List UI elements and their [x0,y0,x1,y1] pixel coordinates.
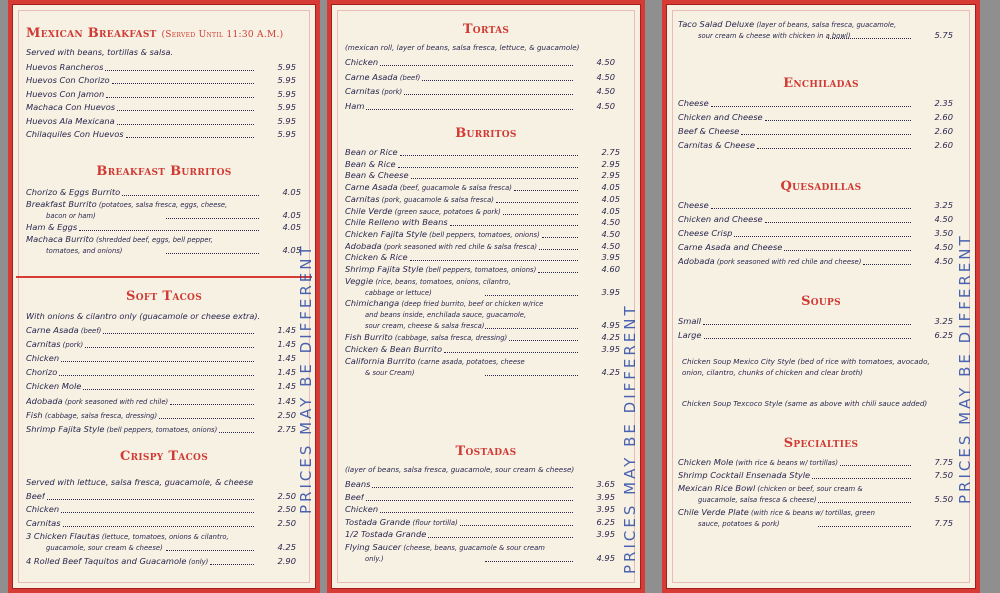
section-divider [16,276,312,278]
dot-leader [818,526,911,527]
section-title-burritos: Burritos [455,126,517,141]
menu-item-name: Beef & Cheese [678,126,740,136]
menu-panel-left [8,0,320,593]
menu-item-detail: (cheese, beans, guacamole & sour cream [401,543,545,552]
menu-item [345,516,615,529]
menu-item [345,146,620,158]
menu-item-price: 3.95 [596,504,615,514]
menu-item-name: Chicken and Cheese [678,214,763,224]
menu-item [26,530,296,543]
menu-item-detail-text: guacamole, salsa fresca & cheese) [698,496,817,504]
menu-item-name: Chicken & Bean Burrito [345,343,443,354]
menu-item-price: 5.95 [277,88,296,99]
menu-item-detail: (pork) [379,88,403,96]
menu-item-price: 5.95 [277,102,296,113]
menu-item-price: 4.05 [282,222,301,232]
menu-item-name: Tostada Grande [345,516,411,527]
menu-item [26,88,296,100]
menu-item [678,469,953,481]
menu-item-detail: (only) [186,557,209,566]
menu-item-name: Chicken [345,57,379,67]
menu-item-detail: (beef) [397,73,421,82]
section-title-crispy-tacos: Crispy Tacos [119,449,208,464]
section-title-specialties: Specialties [783,436,859,451]
menu-item-name: Carnitas [26,517,61,528]
menu-item [26,423,296,436]
menu-item [26,128,296,140]
menu-item-name: Chimichanga [345,298,400,309]
menu-item-price: 4.50 [596,71,615,82]
menu-item-name: Bean or Rice [345,147,398,157]
menu-item [345,503,615,515]
menu-item-price: 2.95 [601,170,620,181]
menu-item [345,541,615,554]
menu-item [678,255,953,268]
dot-leader [485,375,578,376]
menu-item [26,490,296,502]
menu-item [26,61,296,73]
menu-item-name: 3 Chicken Flautas [26,531,100,542]
menu-item [345,251,620,263]
menu-item [678,97,953,109]
menu-item-detail: (with rice & beans w/ tortillas) [733,459,838,467]
menu-item-detail: (bell peppers, tomatoes, onions) [427,230,540,239]
menu-item-price: 5.75 [934,30,953,40]
crispy-tacos-note: Served with lettuce, salsa fresca, guacamole, & cheese [26,477,254,487]
menu-item-price: 3.65 [596,479,615,489]
menu-item-name: Chorizo & Eggs Burrito [26,187,121,197]
menu-item [26,115,296,127]
menu-item [678,329,953,341]
menu-item-detail-text: tomatoes, and onions) [46,247,123,255]
menu-item-detail-text: cabbage or lettuce) [365,288,432,297]
menu-item-price: 3.25 [934,316,953,326]
menu-item-name: Chicken Fajita Style [345,228,428,239]
menu-item-name: 4 Rolled Beef Taquitos and Guacamole [26,555,187,566]
menu-item [345,56,615,68]
menu-item-name: Chicken Mole [678,457,734,467]
menu-item-price: 4.60 [601,264,620,274]
menu-item-price: 3.25 [934,200,953,210]
menu-item [26,366,296,378]
section-title-quesadillas: Quesadillas [780,179,862,194]
menu-item-name: Carne Asada [345,71,398,82]
menu-item-name: Huevos Con Chorizo [26,75,110,86]
menu-item [678,111,953,123]
menu-item-name: Huevos Con Jamon [26,88,105,99]
menu-item-name: Chicken [345,504,379,514]
menu-item-price: 4.05 [601,182,620,193]
menu-item-detail-text: sour cream, cheese & salsa fresca) [365,322,485,331]
menu-item [678,241,953,253]
menu-item-name: Adobada [345,240,382,251]
menu-item-name: Shrimp Fajita Style [345,264,424,274]
menu-item [26,352,296,364]
menu-item-detail: (lettuce, tomatoes, onions & cilantro, [99,533,229,542]
menu-item-price: 4.50 [601,228,620,239]
menu-item-name: Breakfast Burrito [26,199,97,209]
menu-item-price: 4.50 [596,100,615,111]
dot-leader [828,38,911,39]
menu-item-name: Carnitas [345,86,380,96]
menu-item-detail: (potatoes, salsa fresca, eggs, cheese, [96,201,228,209]
menu-item-price: 5.95 [277,62,296,72]
menu-item-detail-text: and beans inside, enchilada sauce, guacamole, [365,311,527,320]
handwritten-price-note: PRICES MAY BE DIFFERENT [621,303,639,574]
menu-item-name: Carnitas & Cheese [678,140,755,150]
menu-item-price: 6.25 [934,330,953,340]
menu-item-price: 2.60 [934,126,953,136]
section-title-enchiladas: Enchiladas [783,76,859,91]
menu-item-price: 7.50 [934,470,953,480]
menu-item-price: 1.45 [277,395,296,406]
menu-item-detail: (cabbage, salsa fresca, dressing) [392,334,508,343]
menu-item-price: 7.75 [934,457,953,467]
menu-item-detail-text: only.) [365,554,384,563]
menu-item-price: 4.50 [934,242,953,252]
menu-item [345,355,620,368]
menu-item-price: 6.25 [596,516,615,527]
menu-item-price: 3.95 [601,252,620,263]
section-title-tortas: Tortas [462,22,510,37]
menu-item-detail: (bell peppers, tomatoes, onions) [104,425,218,434]
menu-item [678,456,953,469]
menu-item-name: California Burrito [345,355,416,366]
menu-item [26,555,296,568]
menu-item-price: 5.95 [277,129,296,139]
menu-item [345,528,615,540]
menu-item-name: Fish [26,409,43,420]
menu-item [345,275,620,288]
menu-item-detail: (pork) [60,341,84,350]
menu-item-price: 1.45 [277,339,296,350]
menu-item-price: 4.95 [601,320,620,331]
menu-item-name: Beef [345,491,364,502]
menu-item [26,380,296,392]
menu-item-price: 4.05 [282,245,301,255]
menu-panel-middle [327,0,645,593]
section-title-mexican-breakfast: Mexican Breakfast (Served Until 11:30 A.M.) [26,26,284,41]
menu-panel-right [662,0,980,593]
menu-item-name: Flying Saucer [345,541,402,552]
menu-item-name: Chilaquiles Con Huevos [26,129,124,139]
menu-item [26,221,301,233]
menu-item-detail: (green sauce, potatoes & pork) [392,207,501,216]
menu-item [678,18,953,31]
menu-item [678,315,953,327]
menu-item-price: 1.45 [277,367,296,378]
menu-item [26,517,296,529]
menu-item [26,101,296,113]
menu-item [26,338,296,351]
menu-item-price: 3.95 [596,491,615,502]
menu-item-detail: (pork seasoned with red chile & salsa fresca) [381,242,538,251]
menu-item [678,139,953,151]
menu-item-name: Machaca Burrito [26,234,94,244]
dot-leader [485,561,573,562]
menu-item-price: 2.60 [934,140,953,150]
menu-item-price: 4.50 [934,256,953,266]
menu-item-price: 5.50 [934,494,953,504]
menu-item-price: 2.50 [277,491,296,501]
soft-tacos-note: With onions & cilantro only (guacamole or cheese extra). [26,311,261,321]
dot-leader [166,218,259,219]
menu-item-price: 2.50 [277,504,296,515]
menu-item-name: 1/2 Tostada Grande [345,529,427,539]
menu-item-price: 4.05 [601,193,620,204]
menu-item-name: Veggie [345,275,374,286]
menu-item-price: 3.50 [934,228,953,238]
menu-item-detail-text: guacamole, sour cream & cheese) [46,544,163,553]
dot-leader [166,253,259,254]
menu-item [345,169,620,181]
dot-leader [485,295,578,296]
menu-item [678,227,953,239]
menu-item-name: Cheese [678,98,709,108]
menu-item-name: Large [678,330,702,340]
menu-item-price: 4.50 [601,217,620,228]
menu-item [345,297,620,310]
menu-item [345,491,615,503]
menu-item [26,198,301,211]
menu-item-detail: (pork, guacamole & salsa fresca) [379,195,494,204]
menu-item-name: Ham [345,100,365,111]
menu-item [678,482,953,495]
menu-item-detail: (layer of beans, salsa fresca, guacamole, [754,21,897,29]
menu-item-detail: (carne asada, potatoes, cheese [415,357,525,366]
menu-item [345,100,615,112]
soup-note-mexico-city: Chicken Soup Mexico City Style (bed of rice with tomatoes, avocado, onion, cilantro, chunks of chicken and clear broth) [682,357,930,377]
menu-item-price: 4.50 [934,214,953,224]
menu-item-price: 2.90 [277,555,296,566]
menu-item [26,186,301,198]
menu-item-price: 5.95 [277,75,296,86]
menu-item [345,158,620,170]
menu-item-price: 2.60 [934,112,953,122]
menu-item [345,478,615,490]
soup-note-texcoco: Chicken Soup Texcoco Style (same as above with chili sauce added) [682,399,928,408]
menu-item-name: Cheese Crisp [678,228,733,238]
menu-item-name: Adobada [678,256,715,266]
menu-item-price: 1.45 [277,353,296,364]
menu-item [345,71,615,84]
menu-item-detail: (shredded beef, eggs, bell pepper, [93,236,213,244]
menu-item-price: 4.95 [596,552,615,563]
menu-item-detail-text: sauce, potatoes & pork) [698,520,780,528]
breakfast-note: Served with beans, tortillas & salsa. [26,47,174,57]
menu-item-price: 2.75 [277,423,296,434]
menu-item-name: Chicken [26,504,60,515]
menu-item-price: 2.95 [601,158,620,169]
menu-item-price: 4.25 [601,366,620,377]
menu-item-name: Chorizo [26,367,58,378]
menu-item-price: 4.05 [282,210,301,220]
dot-leader [485,328,578,329]
menu-item-name: Carne Asada [26,325,79,335]
menu-item-price: 4.50 [596,86,615,96]
menu-item-name: Chicken [26,353,60,364]
menu-item [678,213,953,225]
menu-item-price: 1.45 [277,325,296,335]
menu-item-price: 4.50 [601,240,620,251]
menu-item-detail: (beef, guacamole & salsa fresca) [397,184,512,193]
tostadas-note: (layer of beans, salsa fresca, guacamole, sour cream & cheese) [345,465,575,474]
handwritten-price-note: PRICES MAY BE DIFFERENT [297,243,315,514]
menu-item-detail-text: bacon or ham) [46,212,96,220]
menu-item-price: 2.50 [277,517,296,528]
menu-item [345,343,620,355]
menu-item-price: 2.75 [601,147,620,157]
menu-item-name: Chicken & Rice [345,252,408,263]
menu-item-name: Chile Verde Plate [678,507,749,517]
tortas-note: (mexican roll, layer of beans, salsa fresca, lettuce, & guacamole) [345,43,580,52]
menu-item-price: 4.25 [601,332,620,343]
menu-item-detail: (cabbage, salsa fresca, dressing) [42,411,158,420]
menu-item-name: Chile Verde [345,205,393,216]
menu-item-name: Fish Burrito [345,332,393,343]
menu-item-price: 4.25 [277,542,296,553]
menu-item-price: 7.75 [934,518,953,528]
menu-item-detail: (chicken or beef, sour cream & [755,485,863,493]
menu-item-detail-text: sour cream & cheese with chicken in a bowl) [698,32,851,40]
section-title-soft-tacos: Soft Tacos [126,289,202,304]
menu-item-detail-text: & sour Cream) [365,368,415,377]
handwritten-price-note: PRICES MAY BE DIFFERENT [956,233,974,504]
menu-item-name: Shrimp Cocktail Ensenada Style [678,470,811,480]
menu-item-detail: (flour tortilla) [410,518,458,527]
menu-item [678,506,953,519]
menu-item-name: Machaca Con Huevos [26,102,116,113]
menu-item-name: Carnitas [345,193,380,204]
menu-item-name: Chicken Mole [26,381,82,392]
menu-item [26,324,296,337]
menu-item [26,233,301,246]
menu-item-detail: (deep fried burrito, beef or chicken w/rice [399,300,544,309]
menu-item-name: Chile Relleno with Beans [345,217,448,228]
menu-item-price: 1.45 [277,381,296,392]
menu-item [678,199,953,211]
menu-item-price: 3.95 [601,343,620,354]
menu-item-price: 2.50 [277,409,296,420]
menu-item-price: 3.95 [596,529,615,539]
section-title-breakfast-burritos: Breakfast Burritos [96,164,232,179]
menu-item-name: Mexican Rice Bowl [678,483,756,493]
section-title-tostadas: Tostadas [455,444,517,459]
dot-leader [818,502,911,503]
menu-item-price: 2.35 [934,98,953,108]
menu-item [26,503,296,515]
menu-item-name: Chicken and Cheese [678,112,763,122]
dot-leader [166,550,254,551]
menu-item [345,216,620,228]
menu-item-name: Adobada [26,395,63,406]
menu-item-price: 3.95 [601,286,620,297]
menu-item-name: Bean & Rice [345,158,396,169]
menu-item-name: Carne Asada [345,182,398,193]
menu-item-detail: (bell peppers, tomatoes, onions) [423,266,537,274]
menu-item-detail: (pork seasoned with red chile and cheese) [714,258,862,266]
menu-item-name: Taco Salad Deluxe [678,19,755,29]
menu-item [678,125,953,137]
menu-item-detail: (beef) [78,327,102,335]
menu-item-name: Small [678,316,702,326]
menu-item-price: 4.05 [601,205,620,216]
menu-item-detail: (rice, beans, tomatoes, onions, cilantro, [373,277,511,286]
section-title-soups: Soups [801,294,841,309]
menu-item-price: 5.95 [277,115,296,126]
menu-item-name: Beans [345,479,371,489]
menu-item-name: Cheese [678,200,709,210]
menu-item-name: Beef [26,491,45,501]
menu-item-detail: (with rice & beans w/ tortillas, green [748,509,875,517]
menu-item-name: Carne Asada and Cheese [678,242,783,252]
menu-item-name: Carnitas [26,339,61,350]
menu-item-name: Bean & Cheese [345,170,409,181]
menu-item-detail: (pork seasoned with red chile) [62,397,169,406]
breakfast-serving-note: (Served Until 11:30 A.M.) [161,30,284,40]
menu-item-name: Ham & Eggs [26,222,78,232]
menu-item-price: 4.05 [282,187,301,197]
menu-item-name: Huevos Ala Mexicana [26,115,115,126]
menu-item-name: Shrimp Fajita Style [26,423,105,434]
menu-item [26,74,296,86]
menu-item [345,85,615,98]
menu-item-name: Huevos Rancheros [26,62,104,72]
menu-item [26,409,296,422]
menu-item-price: 4.50 [596,57,615,67]
menu-item [26,395,296,408]
